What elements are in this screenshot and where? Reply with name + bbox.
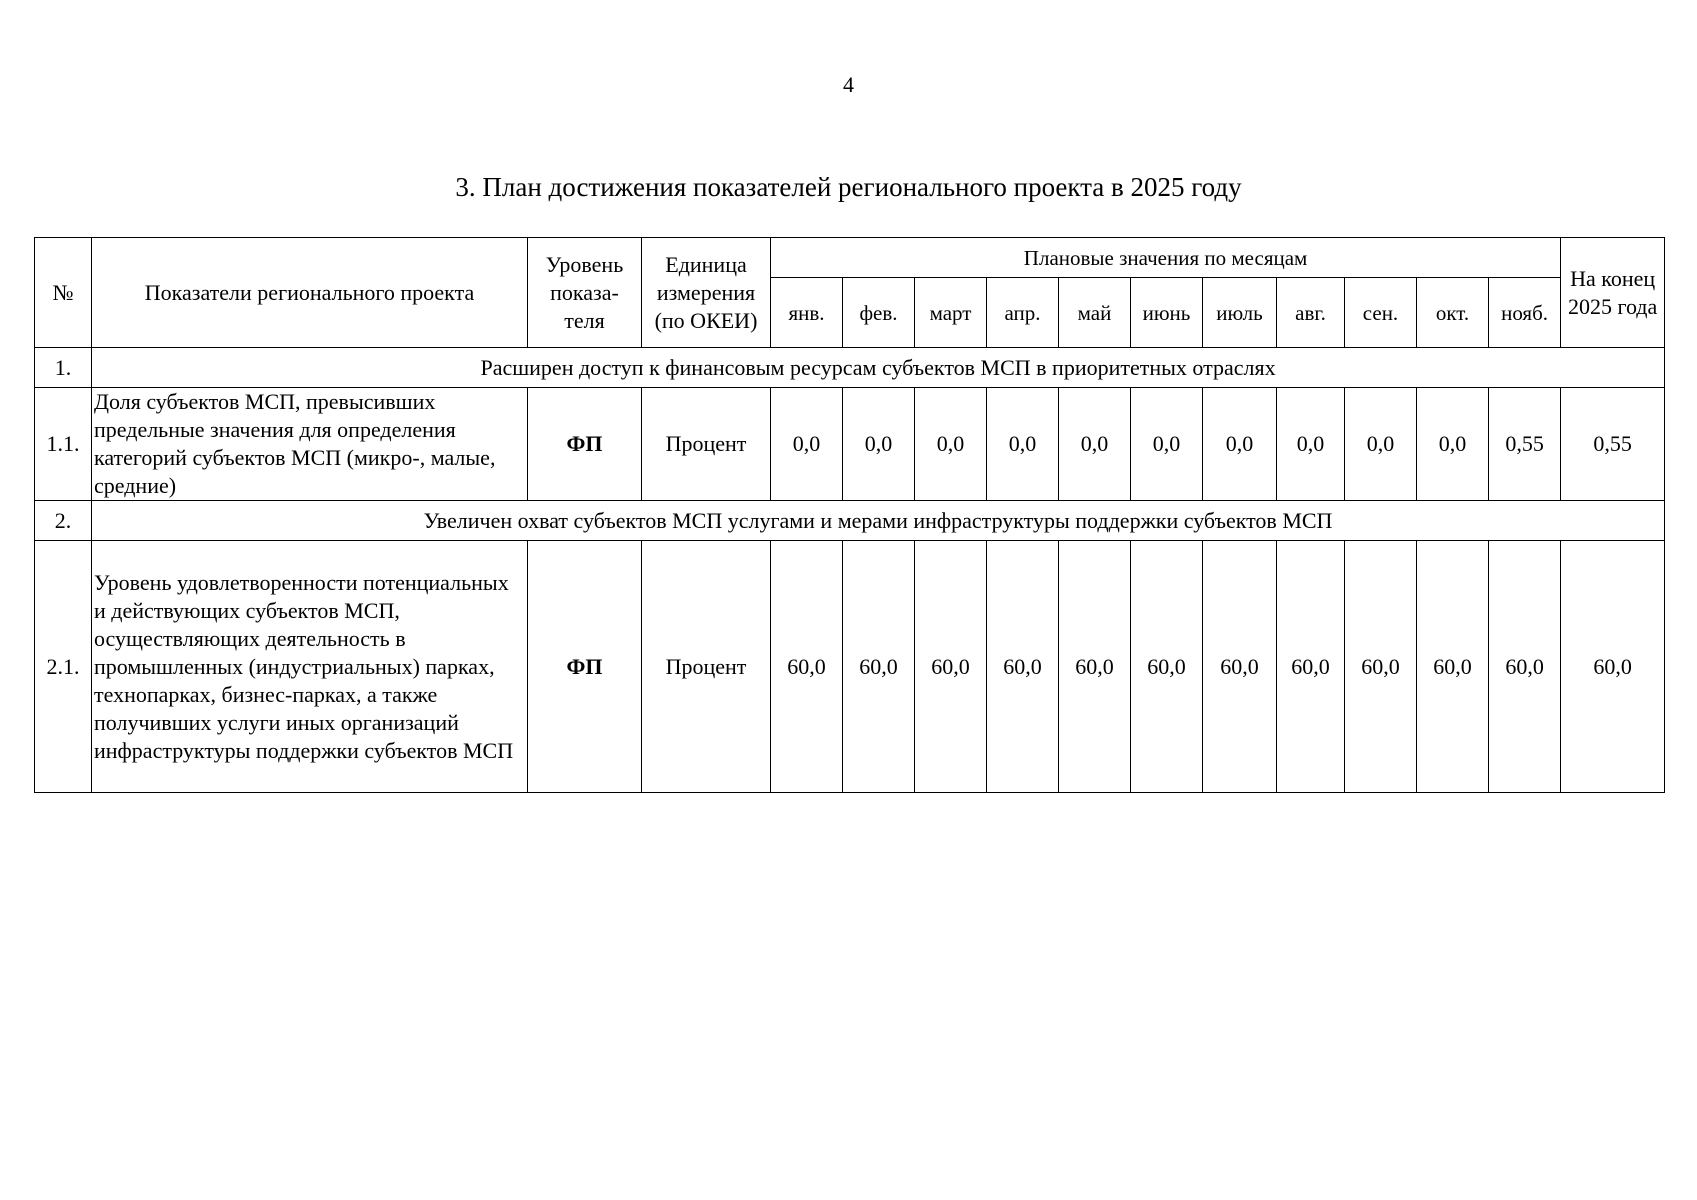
- header-level: Уровень показа-теля: [528, 238, 642, 348]
- header-month: авг.: [1277, 278, 1345, 348]
- header-month: фев.: [843, 278, 915, 348]
- indicator-name: Доля субъектов МСП, превысивших предельные значения для определения категорий субъектов МСП (микро-, малые, средние): [92, 388, 528, 501]
- month-value: 60,0: [771, 541, 843, 793]
- header-month: янв.: [771, 278, 843, 348]
- plan-table: [34, 237, 1665, 793]
- header-end-of-year: На конец 2025 года: [1561, 238, 1665, 348]
- month-value: 60,0: [1203, 541, 1277, 793]
- section-number: 2.: [35, 501, 92, 541]
- header-month: окт.: [1417, 278, 1489, 348]
- month-value: 0,0: [1131, 388, 1203, 501]
- header-unit: Единица измерения (по ОКЕИ): [642, 238, 771, 348]
- month-value: 0,0: [915, 388, 987, 501]
- month-value: 60,0: [915, 541, 987, 793]
- month-value: 60,0: [1345, 541, 1417, 793]
- month-value: 0,0: [771, 388, 843, 501]
- indicator-unit: Процент: [642, 388, 771, 501]
- end-of-year-value: 0,55: [1561, 388, 1665, 501]
- section-title: Увеличен охват субъектов МСП услугами и мерами инфраструктуры поддержки субъектов МСП: [92, 501, 1665, 541]
- page-number: 4: [843, 72, 854, 97]
- indicator-level: ФП: [528, 388, 642, 501]
- header-month: июль: [1203, 278, 1277, 348]
- month-value: 0,0: [1277, 388, 1345, 501]
- header-month: сен.: [1345, 278, 1417, 348]
- month-value: 60,0: [987, 541, 1059, 793]
- month-value: 0,0: [1417, 388, 1489, 501]
- month-value: 0,0: [1345, 388, 1417, 501]
- month-value: 0,0: [1203, 388, 1277, 501]
- month-value: 60,0: [1417, 541, 1489, 793]
- section-number: 1.: [35, 348, 92, 388]
- month-value: 0,55: [1489, 388, 1561, 501]
- header-month: апр.: [987, 278, 1059, 348]
- plan-body: [35, 348, 1665, 793]
- month-value: 0,0: [1059, 388, 1131, 501]
- month-value: 60,0: [1277, 541, 1345, 793]
- month-value: 60,0: [1059, 541, 1131, 793]
- section-row: [35, 348, 1665, 388]
- section-title: Расширен доступ к финансовым ресурсам субъектов МСП в приоритетных отраслях: [92, 348, 1665, 388]
- month-value: 0,0: [843, 388, 915, 501]
- indicator-row: [35, 541, 1665, 793]
- header-no: №: [35, 238, 92, 348]
- indicator-number: 1.1.: [35, 388, 92, 501]
- month-value: 0,0: [987, 388, 1059, 501]
- header-month: июнь: [1131, 278, 1203, 348]
- month-value: 60,0: [1489, 541, 1561, 793]
- header-month: март: [915, 278, 987, 348]
- header-indicator: Показатели регионального проекта: [92, 238, 528, 348]
- page-title: 3. План достижения показателей регионального проекта в 2025 году: [455, 172, 1242, 202]
- end-of-year-value: 60,0: [1561, 541, 1665, 793]
- header-month: май: [1059, 278, 1131, 348]
- indicator-name: Уровень удовлетворенности потенциальных и действующих субъектов МСП, осуществляющих деятельность в промышленных (индустриальных) парках, технопарках, бизнес-парках, а также получивших услуги иных организаций инфраструктуры поддержки субъектов МСП: [92, 541, 528, 793]
- indicator-row: [35, 388, 1665, 501]
- month-value: 60,0: [1131, 541, 1203, 793]
- indicator-unit: Процент: [642, 541, 771, 793]
- month-value: 60,0: [843, 541, 915, 793]
- header-monthly-group: Плановые значения по месяцам: [771, 238, 1561, 278]
- header-month: нояб.: [1489, 278, 1561, 348]
- indicator-level: ФП: [528, 541, 642, 793]
- section-row: [35, 501, 1665, 541]
- indicator-number: 2.1.: [35, 541, 92, 793]
